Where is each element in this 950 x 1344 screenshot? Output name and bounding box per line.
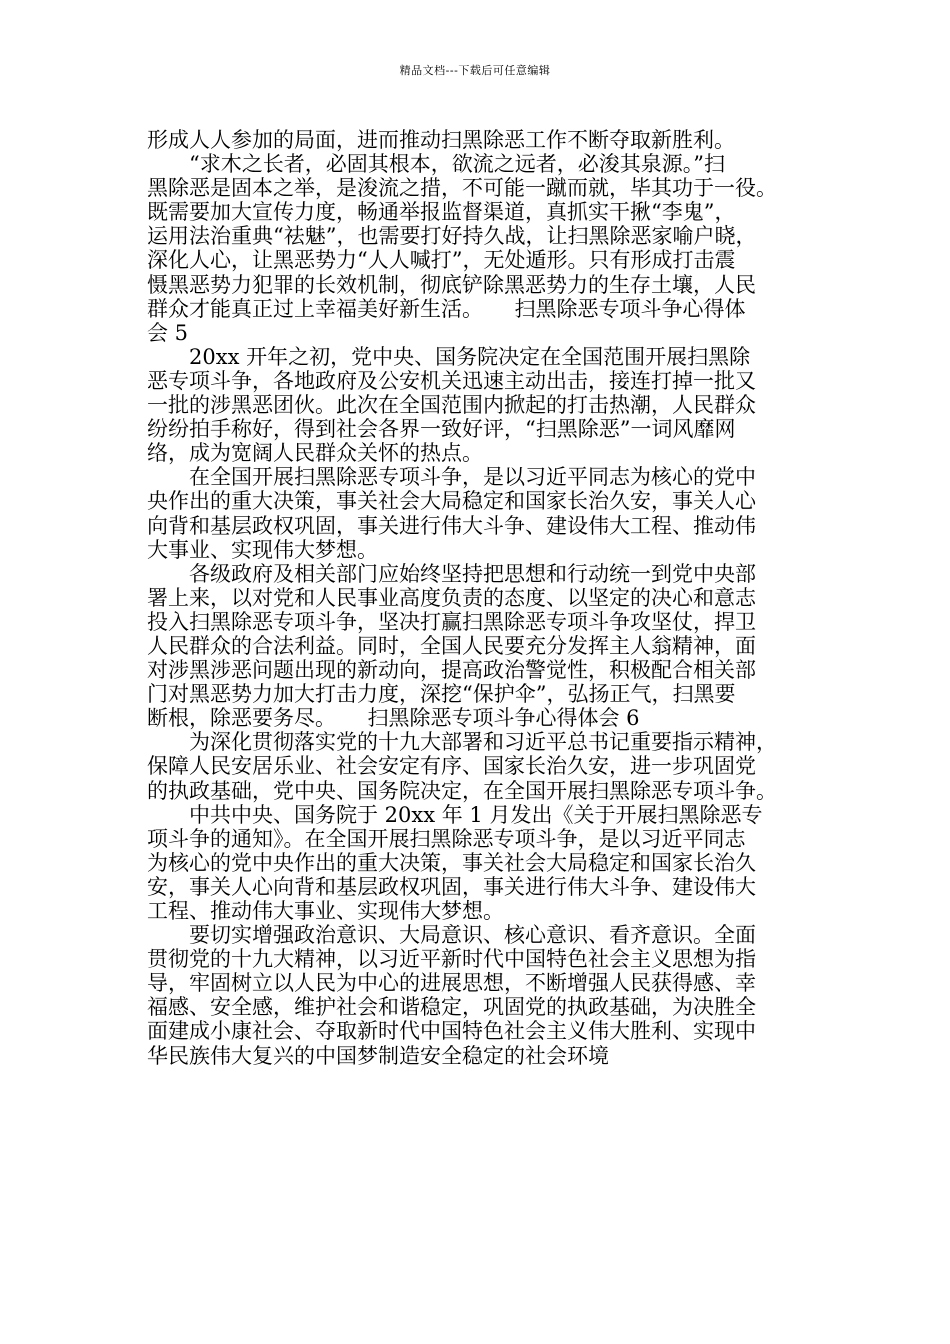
text-line: 黑除恶是固本之举，是浚流之措，不可能一蹴而就，毕其功于一役。 (147, 176, 777, 201)
text-line: 在全国开展扫黑除恶专项斗争，是以习近平同志为核心的党中 (147, 465, 756, 490)
text-line: 会 5 (147, 320, 189, 345)
text-line: 纷纷拍手称好，得到社会各界一致好评，“扫黑除恶”一词风靡网 (147, 417, 736, 442)
text-line: 对涉黑涉恶问题出现的新动向，提高政治警觉性，积极配合相关部 (147, 658, 756, 683)
text-line: 的执政基础，党中央、国务院决定，在全国开展扫黑除恶专项斗争。 (147, 778, 777, 803)
text-line: 福感、安全感，维护社会和谐稳定，巩固党的执政基础，为决胜全 (147, 995, 756, 1020)
text-line: 形成人人参加的局面，进而推动扫黑除恶工作不断夺取新胜利。 (147, 128, 735, 152)
text-line: “求木之长者，必固其根本，欲流之远者，必浚其泉源。”扫 (147, 152, 725, 177)
text-line: 项斗争的通知》。在全国开展扫黑除恶专项斗争，是以习近平同志 (147, 826, 746, 851)
text-line: 门对黑恶势力加大打击力度，深挖“保护伞”，弘扬正气，扫黑要 (147, 682, 736, 707)
text-line: 导，牢固树立以人民为中心的进展思想，不断增强人民获得感、幸 (147, 971, 756, 996)
text-line: 贯彻党的十九大精神，以习近平新时代中国特色社会主义思想为指 (147, 947, 756, 972)
text-line: 群众才能真正过上幸福美好新生活。 扫黑除恶专项斗争心得体 (147, 296, 746, 321)
text-line: 投入扫黑除恶专项斗争，坚决打赢扫黑除恶专项斗争攻坚仗，捍卫 (147, 609, 756, 634)
text-line: 断根，除恶要务尽。 扫黑除恶专项斗争心得体会 6 (147, 706, 640, 731)
document-body (147, 128, 813, 1068)
text-line: 人民群众的合法利益。同时，全国人民要充分发挥主人翁精神，面 (147, 633, 756, 658)
text-line: 一批的涉黑恶团伙。此次在全国范围内掀起的打击热潮，人民群众 (147, 393, 756, 418)
text-line: 为核心的党中央作出的重大决策，事关社会大局稳定和国家长治久 (147, 850, 756, 875)
text-line: 中共中央、国务院于 20xx 年 1 月发出《关于开展扫黑除恶专 (147, 802, 763, 827)
text-line: 署上来，以对党和人民事业高度负责的态度、以坚定的决心和意志 (147, 585, 756, 610)
text-line: 要切实增强政治意识、大局意识、核心意识、看齐意识。全面 (147, 923, 756, 948)
text-line: 安，事关人心向背和基层政权巩固，事关进行伟大斗争、建设伟大 (147, 874, 756, 899)
text-line: 运用法治重典“祛魅”，也需要打好持久战，让扫黑除恶家喻户晓， (147, 224, 757, 249)
text-line: 向背和基层政权巩固，事关进行伟大斗争、建设伟大工程、推动伟 (147, 513, 756, 538)
text-line: 华民族伟大复兴的中国梦制造安全稳定的社会环境 (147, 1043, 609, 1068)
text-line: 20xx 开年之初，党中央、国务院决定在全国范围开展扫黑除 (147, 344, 751, 369)
text-line: 慑黑恶势力犯罪的长效机制，彻底铲除黑恶势力的生存土壤，人民 (147, 272, 756, 297)
text-line: 面建成小康社会、夺取新时代中国特色社会主义伟大胜利、实现中 (147, 1019, 756, 1044)
text-line: 既需要加大宣传力度，畅通举报监督渠道，真抓实干揪“李鬼”， (147, 200, 736, 225)
text-line: 工程、推动伟大事业、实现伟大梦想。 (147, 899, 504, 923)
text-line: 深化人心，让黑恶势力“人人喊打”，无处遁形。只有形成打击震 (147, 248, 736, 273)
text-line: 恶专项斗争，各地政府及公安机关迅速主动出击，接连打掉一批又 (147, 368, 756, 393)
text-line: 各级政府及相关部门应始终坚持把思想和行动统一到党中央部 (147, 561, 756, 586)
page-header: 精品文档---下载后可任意编辑 (399, 64, 551, 77)
text-line: 央作出的重大决策，事关社会大局稳定和国家长治久安，事关人心 (147, 489, 756, 514)
text-line: 为深化贯彻落实党的十九大部署和习近平总书记重要指示精神， (147, 730, 777, 755)
text-line: 大事业、实现伟大梦想。 (147, 537, 378, 562)
text-line: 络，成为宽阔人民群众关怀的热点。 (147, 441, 483, 466)
text-line: 保障人民安居乐业、社会安定有序、国家长治久安，进一步巩固党 (147, 754, 756, 779)
